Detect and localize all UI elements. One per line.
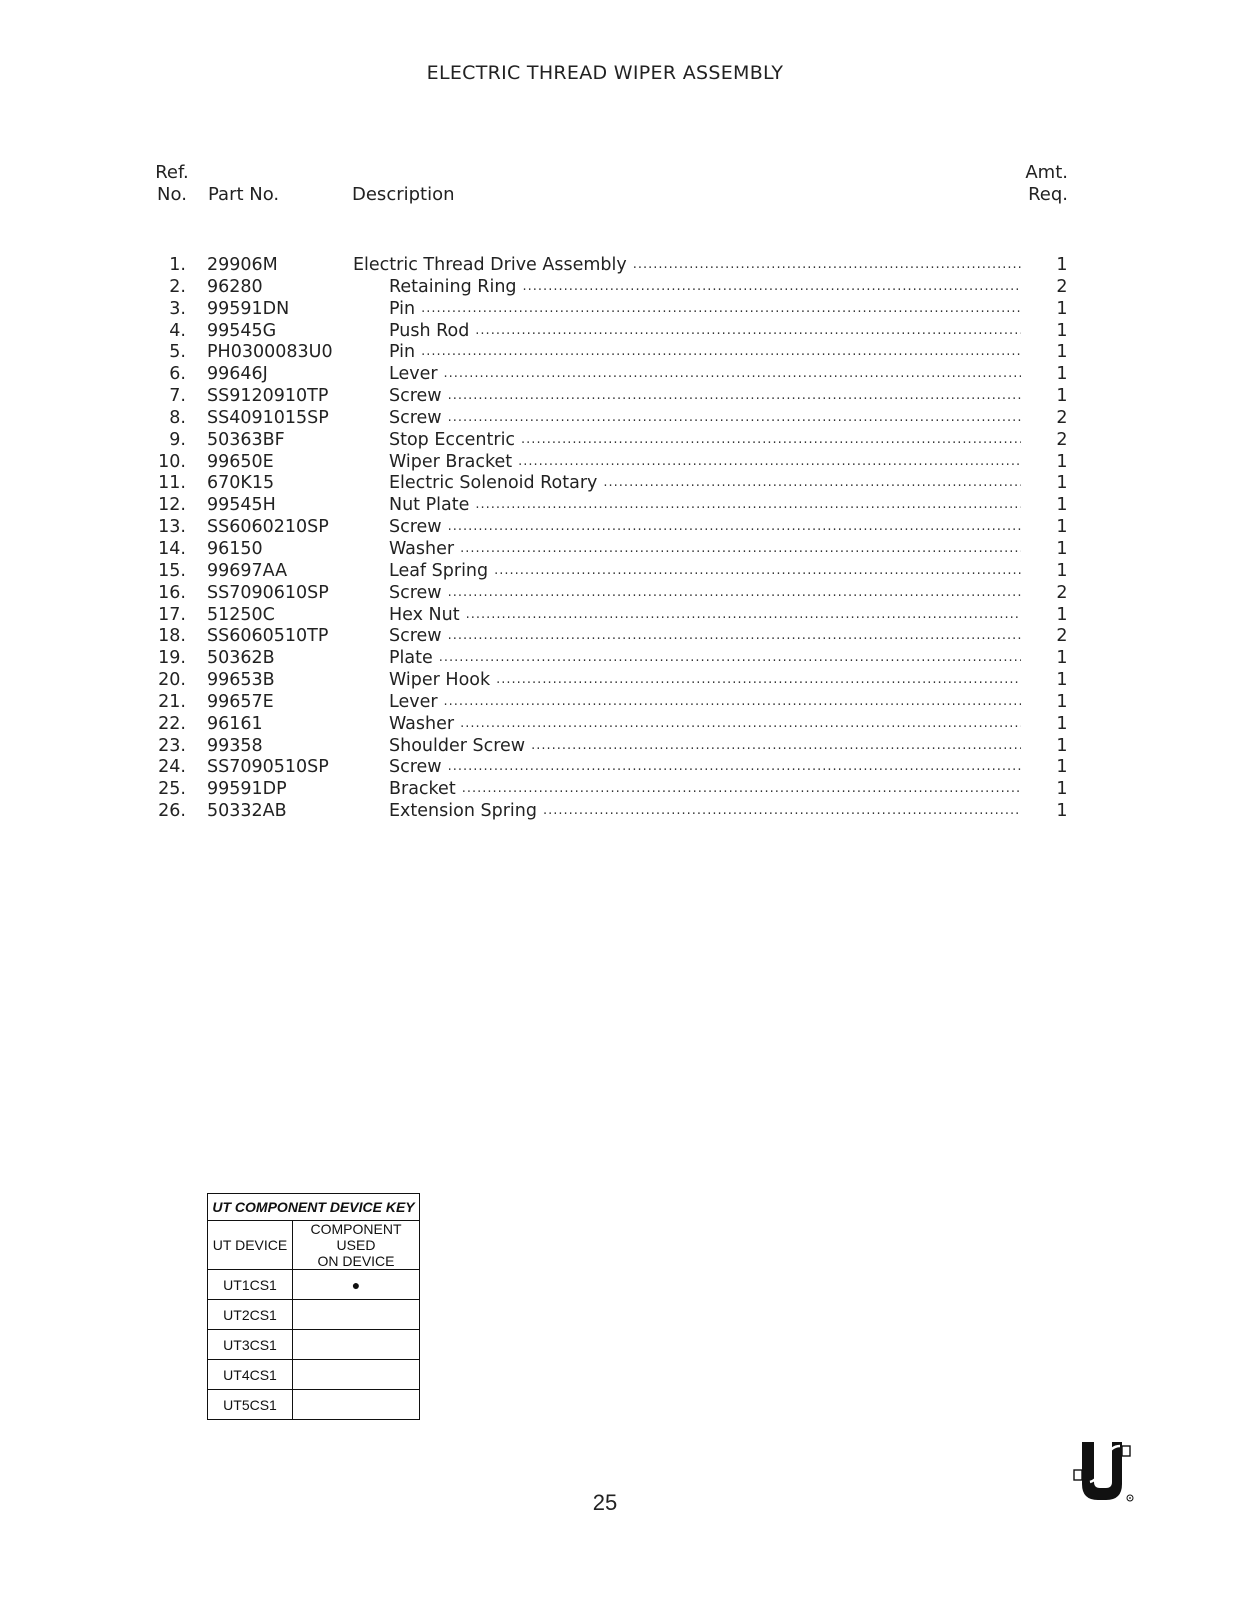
part-row	[0, 778, 1237, 800]
part-number: 50362B	[207, 648, 275, 669]
part-number: PH0300083U0	[207, 342, 333, 363]
part-description-text: Leaf Spring	[389, 560, 489, 581]
part-description-text: Plate	[389, 648, 433, 669]
part-description	[389, 298, 1021, 320]
leader-dots	[444, 363, 1021, 385]
header-no: No.	[157, 184, 187, 205]
part-amount: 1	[1056, 735, 1068, 756]
part-number: 99650E	[207, 451, 274, 472]
part-ref-no: 24.	[158, 757, 186, 778]
part-description	[389, 756, 1021, 778]
device-key-col-used	[293, 1221, 420, 1270]
part-amount: 1	[1056, 255, 1068, 275]
part-description-text: Electric Thread Drive Assembly	[353, 255, 627, 275]
device-key-used-mark	[293, 1300, 420, 1330]
device-key-row	[208, 1390, 420, 1420]
part-description-text: Screw	[389, 757, 442, 778]
part-number: SS7090610SP	[207, 582, 329, 603]
part-description-text: Screw	[389, 626, 442, 647]
part-amount: 1	[1056, 320, 1068, 341]
part-description-text: Extension Spring	[389, 801, 537, 822]
header-description: Description	[352, 184, 455, 205]
device-key-device: UT4CS1	[208, 1360, 293, 1390]
part-number: 99545H	[207, 495, 276, 516]
part-ref-no: 19.	[158, 648, 186, 669]
header-part-no: Part No.	[208, 184, 280, 205]
device-key-device: UT2CS1	[208, 1300, 293, 1330]
part-description-text: Retaining Ring	[389, 276, 517, 297]
leader-dots	[603, 472, 1021, 494]
part-description-text: Pin	[389, 342, 416, 363]
part-row	[0, 429, 1237, 451]
part-amount: 1	[1056, 495, 1068, 516]
leader-dots	[448, 516, 1021, 538]
part-description-text: Screw	[389, 582, 442, 603]
part-number: SS4091015SP	[207, 407, 329, 428]
part-ref-no: 4.	[169, 320, 186, 341]
part-row	[0, 735, 1237, 757]
device-key-used-mark: ●	[293, 1270, 420, 1300]
part-description	[389, 451, 1021, 473]
part-description	[389, 735, 1021, 757]
part-row	[0, 560, 1237, 582]
part-row	[0, 691, 1237, 713]
part-row	[0, 538, 1237, 560]
part-amount: 1	[1056, 757, 1068, 778]
page-number: 25	[592, 1490, 618, 1515]
part-description	[389, 516, 1021, 538]
part-description-text: Electric Solenoid Rotary	[389, 473, 598, 494]
part-row	[0, 298, 1237, 320]
part-row	[0, 669, 1237, 691]
part-number: 99358	[207, 735, 263, 756]
part-description-text: Nut Plate	[389, 495, 470, 516]
device-key-row	[208, 1360, 420, 1390]
part-row	[0, 582, 1237, 604]
part-amount: 1	[1056, 648, 1068, 669]
part-row	[0, 604, 1237, 626]
part-ref-no: 2.	[169, 276, 186, 297]
part-row	[0, 320, 1237, 342]
part-ref-no: 14.	[158, 538, 186, 559]
part-ref-no: 11.	[158, 473, 186, 494]
part-description	[389, 560, 1021, 582]
part-description	[389, 691, 1021, 713]
device-key-used-mark	[293, 1330, 420, 1360]
part-amount: 2	[1056, 407, 1068, 428]
part-description	[389, 713, 1021, 735]
part-ref-no: 20.	[158, 670, 186, 691]
part-description	[389, 472, 1021, 494]
part-description	[389, 625, 1021, 647]
header-amt-req	[1018, 162, 1068, 206]
device-key-table	[207, 1193, 420, 1420]
part-description-text: Lever	[389, 691, 438, 712]
part-description	[389, 604, 1021, 626]
part-amount: 2	[1056, 276, 1068, 297]
part-description-text: Wiper Hook	[389, 670, 491, 691]
part-number: 99545G	[207, 320, 277, 341]
part-ref-no: 18.	[158, 626, 186, 647]
part-ref-no: 16.	[158, 582, 186, 603]
leader-dots	[518, 451, 1021, 473]
device-key-row	[208, 1330, 420, 1360]
device-key-device: UT1CS1	[208, 1270, 293, 1300]
part-row	[0, 756, 1237, 778]
part-description-text: Shoulder Screw	[389, 735, 526, 756]
part-ref-no: 13.	[158, 517, 186, 538]
part-description	[389, 778, 1021, 800]
part-description	[389, 363, 1021, 385]
part-description-text: Push Rod	[389, 320, 470, 341]
part-description-text: Screw	[389, 386, 442, 407]
part-amount: 2	[1056, 582, 1068, 603]
part-row	[0, 800, 1237, 822]
part-ref-no: 3.	[169, 298, 186, 319]
leader-dots	[496, 669, 1021, 691]
leader-dots	[448, 625, 1021, 647]
part-amount: 1	[1056, 364, 1068, 385]
part-description	[389, 669, 1021, 691]
part-ref-no: 1.	[169, 255, 186, 275]
leader-dots	[462, 778, 1021, 800]
part-description-text: Stop Eccentric	[389, 429, 516, 450]
part-number: SS9120910TP	[207, 386, 329, 407]
part-ref-no: 5.	[169, 342, 186, 363]
part-row	[0, 647, 1237, 669]
leader-dots	[460, 538, 1021, 560]
part-number: SS7090510SP	[207, 757, 329, 778]
part-ref-no: 22.	[158, 713, 186, 734]
part-number: 670K15	[207, 473, 275, 494]
part-row	[0, 407, 1237, 429]
part-amount: 1	[1056, 560, 1068, 581]
leader-dots	[475, 494, 1021, 516]
part-row	[0, 385, 1237, 407]
device-key-title: UT COMPONENT DEVICE KEY	[208, 1194, 420, 1221]
header-req: Req.	[1028, 184, 1068, 205]
part-ref-no: 25.	[158, 779, 186, 800]
leader-dots	[494, 560, 1021, 582]
part-amount: 2	[1056, 429, 1068, 450]
part-number: 51250C	[207, 604, 275, 625]
part-description	[389, 538, 1021, 560]
device-key-used-mark	[293, 1390, 420, 1420]
part-ref-no: 7.	[169, 386, 186, 407]
part-description-text: Washer	[389, 538, 455, 559]
header-amt: Amt.	[1025, 162, 1068, 183]
leader-dots	[466, 604, 1021, 626]
part-description	[389, 320, 1021, 342]
part-number: SS6060210SP	[207, 517, 329, 538]
leader-dots	[543, 800, 1021, 822]
part-row	[0, 472, 1237, 494]
device-key-col-used-line1: COMPONENT USED	[310, 1221, 402, 1253]
part-row	[0, 494, 1237, 516]
part-number: 50332AB	[207, 801, 287, 822]
leader-dots	[421, 341, 1021, 363]
leader-dots	[448, 407, 1021, 429]
part-row	[0, 451, 1237, 473]
part-description	[389, 341, 1021, 363]
part-description-text: Screw	[389, 517, 442, 538]
part-description	[353, 254, 1021, 276]
part-number: 96150	[207, 538, 263, 559]
part-amount: 1	[1056, 691, 1068, 712]
part-description-text: Hex Nut	[389, 604, 460, 625]
part-description	[389, 800, 1021, 822]
part-amount: 2	[1056, 626, 1068, 647]
part-number: 29906M	[207, 255, 278, 275]
part-row	[0, 341, 1237, 363]
part-description	[389, 494, 1021, 516]
part-amount: 1	[1056, 451, 1068, 472]
part-ref-no: 6.	[169, 364, 186, 385]
part-ref-no: 9.	[169, 429, 186, 450]
part-description	[389, 276, 1021, 298]
part-ref-no: 23.	[158, 735, 186, 756]
part-amount: 1	[1056, 670, 1068, 691]
device-key-row	[208, 1300, 420, 1330]
part-amount: 1	[1056, 386, 1068, 407]
device-key-device: UT5CS1	[208, 1390, 293, 1420]
part-row	[0, 516, 1237, 538]
part-description	[389, 407, 1021, 429]
part-ref-no: 17.	[158, 604, 186, 625]
part-ref-no: 26.	[158, 801, 186, 822]
part-number: 99646J	[207, 364, 268, 385]
part-amount: 1	[1056, 713, 1068, 734]
leader-dots	[444, 691, 1021, 713]
leader-dots	[460, 713, 1021, 735]
part-amount: 1	[1056, 604, 1068, 625]
part-description-text: Wiper Bracket	[389, 451, 513, 472]
device-key-row	[208, 1270, 420, 1300]
part-number: 99657E	[207, 691, 274, 712]
parts-list	[0, 254, 1237, 822]
part-number: 50363BF	[207, 429, 285, 450]
leader-dots	[439, 647, 1021, 669]
part-description	[389, 647, 1021, 669]
leader-dots	[448, 756, 1021, 778]
page-title: ELECTRIC THREAD WIPER ASSEMBLY	[426, 62, 784, 84]
part-amount: 1	[1056, 779, 1068, 800]
part-description	[389, 429, 1021, 451]
part-number: 99697AA	[207, 560, 288, 581]
part-description-text: Bracket	[389, 779, 456, 800]
part-amount: 1	[1056, 517, 1068, 538]
part-amount: 1	[1056, 538, 1068, 559]
leader-dots	[475, 320, 1021, 342]
part-ref-no: 21.	[158, 691, 186, 712]
header-ref-no	[152, 162, 192, 206]
device-key-used-mark	[293, 1360, 420, 1390]
part-description-text: Lever	[389, 364, 438, 385]
header-ref: Ref.	[155, 162, 189, 183]
part-row	[0, 625, 1237, 647]
part-ref-no: 15.	[158, 560, 186, 581]
leader-dots	[421, 298, 1021, 320]
part-number: 96280	[207, 276, 263, 297]
part-description	[389, 582, 1021, 604]
part-number: 99653B	[207, 670, 275, 691]
part-description-text: Screw	[389, 407, 442, 428]
leader-dots	[521, 429, 1021, 451]
device-key-col-device: UT DEVICE	[208, 1221, 293, 1270]
part-ref-no: 12.	[158, 495, 186, 516]
part-row	[0, 713, 1237, 735]
part-description	[389, 385, 1021, 407]
part-number: SS6060510TP	[207, 626, 329, 647]
leader-dots	[448, 385, 1021, 407]
part-number: 99591DN	[207, 298, 290, 319]
part-description-text: Washer	[389, 713, 455, 734]
part-ref-no: 10.	[158, 451, 186, 472]
part-description-text: Pin	[389, 298, 416, 319]
device-key-device: UT3CS1	[208, 1330, 293, 1360]
part-number: 96161	[207, 713, 263, 734]
union-special-logo-icon	[1068, 1436, 1138, 1506]
leader-dots	[523, 276, 1021, 298]
part-amount: 1	[1056, 298, 1068, 319]
part-row	[0, 254, 1237, 276]
part-ref-no: 8.	[169, 407, 186, 428]
leader-dots	[448, 582, 1021, 604]
device-key-col-used-line2: ON DEVICE	[317, 1253, 395, 1269]
part-row	[0, 276, 1237, 298]
part-number: 99591DP	[207, 779, 287, 800]
part-amount: 1	[1056, 473, 1068, 494]
part-amount: 1	[1056, 801, 1068, 822]
part-row	[0, 363, 1237, 385]
part-amount: 1	[1056, 342, 1068, 363]
leader-dots	[531, 735, 1021, 757]
leader-dots	[633, 254, 1021, 276]
